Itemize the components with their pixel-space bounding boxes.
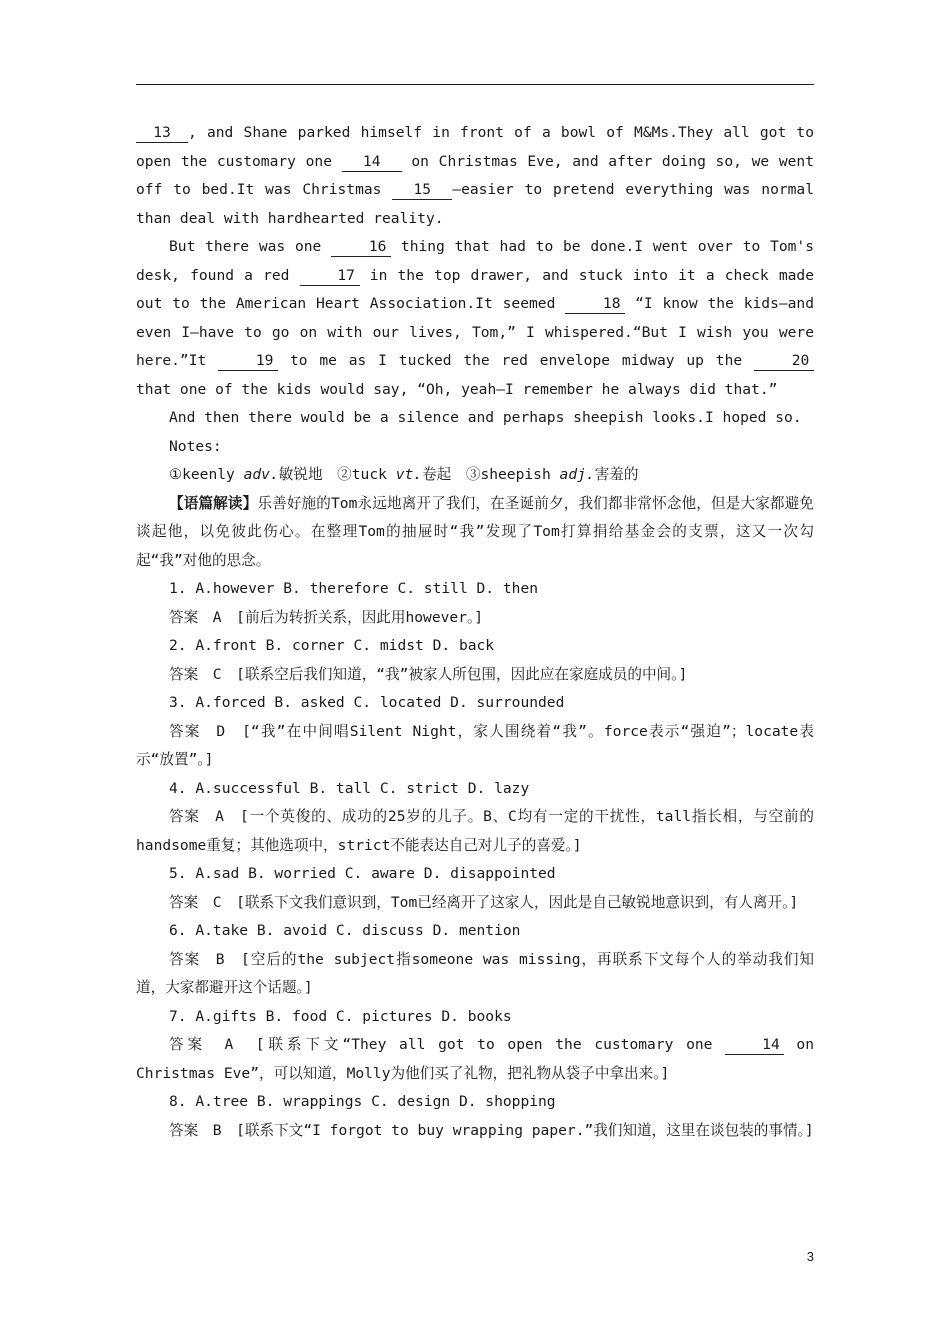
question-7: 7. A.gifts B. food C. pictures D. books [169,1007,512,1025]
answer-1: 答案 A [前后为转折关系，因此用however。] [169,608,484,626]
passage-paragraph-2 [136,233,814,404]
blank-16: 16 [331,238,391,257]
answer-7-text: on Christmas Eve”，可以知道，Molly为他们买了礼物，把礼物从袋子中拿出来。] [136,1036,815,1082]
passage-text: thing that had to be done.I went over to Tom's desk, found a red [136,238,814,284]
page-number: 3 [806,1249,814,1264]
note-3-def: 害羞的 [594,466,639,483]
notes-heading: Notes: [169,437,222,455]
note-2-word: ②tuck [337,466,396,483]
analysis-paragraph [136,490,814,576]
note-1-pos: adv. [243,466,279,483]
answer-7 [136,1031,814,1088]
question-8: 8. A.tree B. wrappings C. design D. shopping [169,1093,556,1110]
analysis-text: 乐善好施的Tom永远地离开了我们，在圣诞前夕，我们都非常怀念他，但是大家都避免谈起他，以免彼此伤心。在整理Tom的抽屉时“我”发现了Tom打算捐给基金会的支票，这又一次勾起“我”对他的思念。 [136,494,814,569]
note-3-word: ③sheepish [465,466,560,483]
blank-20: 20 [754,352,814,371]
passage-text: in the top drawer, and stuck into it a check made out to the American Heart Association.It seemed [136,266,815,312]
question-5: 5. A.sad B. worried C. aware D. disappointed [169,865,556,882]
blank-18: 18 [565,295,625,314]
blank-13: 13 [136,124,188,143]
answer-6: 答案 B [空后的the subject指someone was missing，再联系下文每个人的举动我们知道，大家都避开这个话题。] [136,950,814,996]
question-3: 3. A.forced B. asked C. located D. surrounded [169,694,565,711]
blank-15: 15 [392,181,452,200]
question-6: 6. A.take B. avoid C. discuss D. mention [169,922,521,939]
note-1-word: ①keenly [169,466,244,483]
passage-text: , and Shane parked himself in front of a bowl of M&Ms.They all got to open the customary one [136,124,814,170]
question-list [136,575,814,1145]
blank-14-ref: 14 [725,1036,784,1055]
passage-text: —easier to pretend everything was normal than deal with hardhearted reality. [136,181,814,227]
blank-14: 14 [342,153,402,172]
analysis-label: 【语篇解读】 [169,494,258,512]
blank-19: 19 [218,352,278,371]
passage-paragraph-1 [136,119,814,233]
notes-list [136,461,814,490]
header-rule [136,84,814,85]
note-1-def: 敏锐地 [278,466,323,483]
question-4: 4. A.successful B. tall C. strict D. lazy [169,779,530,797]
passage-text: to me as I tucked the red envelope midway up the [278,352,754,369]
note-2-def: 卷起 [422,466,452,483]
passage-text: But there was one [169,238,332,255]
note-2-pos: vt. [395,466,423,483]
answer-8: 答案 B [联系下文“I forgot to buy wrapping paper.”我们知道，这里在谈包装的事情。] [169,1121,814,1139]
page-content [136,119,814,1145]
answer-4: 答案 A [一个英俊的、成功的25岁的儿子。B、C均有一定的干扰性，tall指长相，与空前的handsome重复；其他选项中，strict不能表达自己对儿子的喜爱。] [136,808,814,854]
answer-5: 答案 C [联系下文我们意识到，Tom已经离开了这家人，因此是自己敏锐地意识到，有人离开。] [169,893,799,911]
question-1: 1. A.however B. therefore C. still D. then [169,580,539,597]
passage-text: that one of the kids would say, “Oh, yeah—I remember he always did that.” [136,380,778,398]
note-3-pos: adj. [559,466,595,483]
answer-3: 答案 D [“我”在中间唱Silent Night，家人围绕着“我”。force表示“强迫”；locate表示“放置”。] [136,722,814,768]
passage-paragraph-3: And then there would be a silence and perhaps sheepish looks.I hoped so. [169,409,802,426]
answer-7-text: 答案 A [联系下文“They all got to open the customary one [169,1036,726,1053]
question-2: 2. A.front B. corner C. midst D. back [169,637,495,654]
passage-text: on Christmas Eve, and after doing so, we went off to bed.It was Christmas [136,152,814,198]
answer-2: 答案 C [联系空后我们知道，“我”被家人所包围，因此应在家庭成员的中间。] [169,665,688,683]
blank-17: 17 [300,267,360,286]
passage-text: “I know the kids—and even I—have to go on with our lives, Tom,” I whispered.“But I wish you were here.”It [136,295,814,369]
